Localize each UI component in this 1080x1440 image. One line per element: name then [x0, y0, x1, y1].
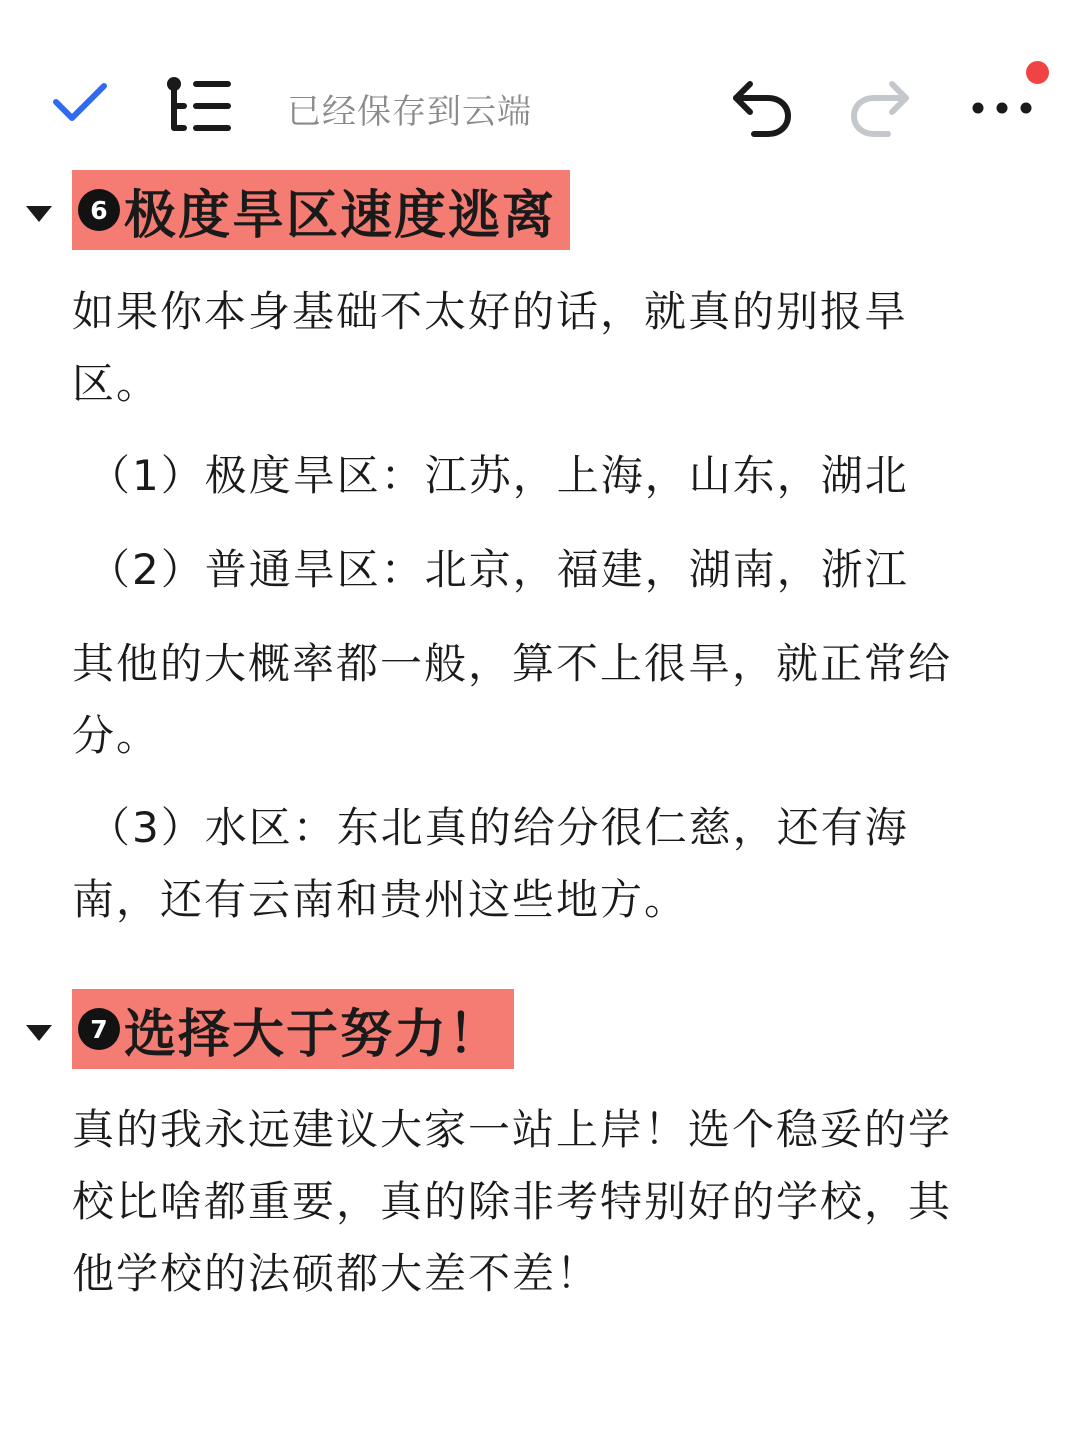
paragraph: （3）水区：东北真的给分很仁慈，还有海南，还有云南和贵州这些地方。 — [72, 803, 909, 924]
heading-number-badge: 7 — [78, 1008, 120, 1050]
notification-dot — [1026, 61, 1049, 84]
undo-icon[interactable] — [728, 72, 796, 140]
checkmark-icon[interactable] — [50, 78, 110, 128]
save-status: 已经保存到云端 — [287, 92, 532, 132]
paragraph: 如果你本身基础不太好的话，就真的别报旱区。 — [72, 287, 909, 408]
heading-title: 选择大于努力！ — [124, 1004, 503, 1065]
heading-number-badge: 6 — [78, 189, 120, 231]
heading-title: 极度旱区速度逃离 — [124, 185, 557, 246]
redo-icon[interactable] — [846, 72, 914, 140]
paragraph: 其他的大概率都一般，算不上很旱，就正常给分。 — [72, 639, 953, 760]
collapse-caret-icon[interactable] — [24, 1023, 54, 1043]
list-item: （2）普通旱区：北京，福建，湖南，浙江 — [88, 545, 909, 594]
section-heading — [72, 989, 514, 1069]
section-heading — [72, 170, 570, 250]
paragraph: 真的我永远建议大家一站上岸！选个稳妥的学校比啥都重要，真的除非考特别好的学校，其他学校的法硕都大差不差！ — [72, 1105, 953, 1298]
collapse-caret-icon[interactable] — [24, 204, 54, 224]
outline-list-icon[interactable] — [162, 72, 234, 140]
list-item: （1）极度旱区：江苏，上海，山东，湖北 — [88, 451, 909, 500]
editor-toolbar — [0, 0, 1080, 170]
more-horizontal-icon[interactable] — [966, 80, 1042, 130]
